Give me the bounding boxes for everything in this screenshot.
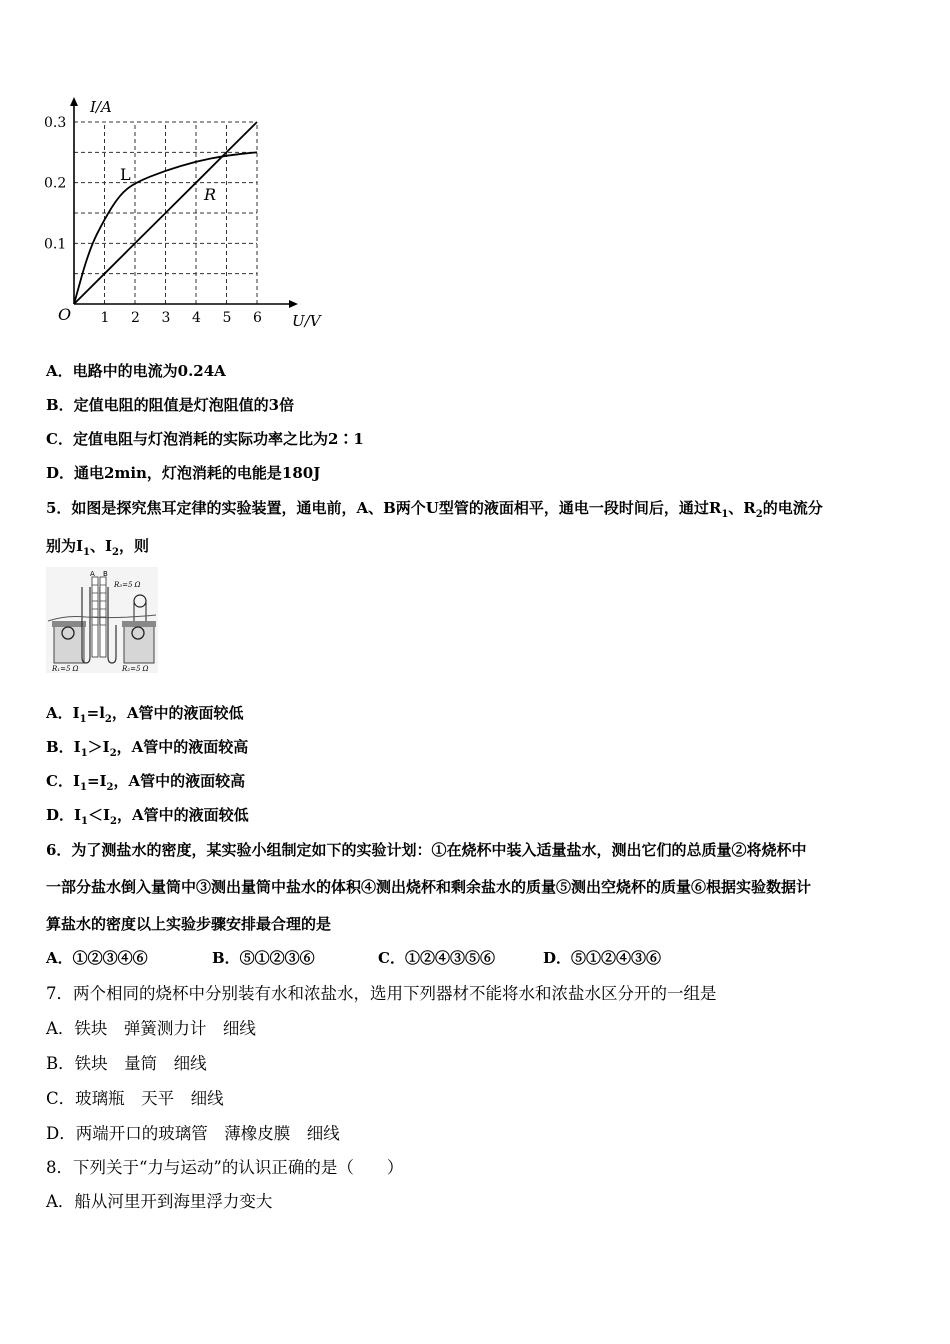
origin-label: O [58, 305, 72, 324]
q6-stem-line3: 算盐水的密度以上实验步骤安排最合理的是 [46, 915, 332, 933]
q7-stem: 7．两个相同的烧杯中分别装有水和浓盐水，选用下列器材不能将水和浓盐水区分开的一组是 [46, 984, 717, 1003]
q6-option-a: A．①②③④⑥ [46, 949, 148, 967]
x-axis-arrow [289, 300, 298, 308]
y-axis-arrow [70, 97, 78, 106]
joule-apparatus-figure [46, 567, 158, 673]
q8-option-a: A．船从河里开到海里浮力变大 [46, 1192, 273, 1211]
label-r1: R₁=5 Ω [52, 665, 79, 673]
q6-option-d: D．⑤①②④③⑥ [543, 949, 662, 967]
curve-r-label: R [204, 185, 217, 204]
x-tick-label: 2 [131, 310, 140, 326]
q7-option-d: D．两端开口的玻璃管 薄橡皮膜 细线 [46, 1124, 340, 1143]
x-tick-label: 4 [192, 310, 201, 326]
q6-option-c: C．①②④③⑤⑥ [378, 949, 495, 967]
q5-option-b: B．$I_1>I_2$，A管中的液面较高 [46, 738, 249, 759]
q5-stem-line1: 5．如图是探究焦耳定律的实验装置，通电前，A、B两个U型管的液面相平，通电一段时间后，通过$R_1$、$R_2$的电流分 [46, 499, 823, 520]
y-axis-label: I/A [90, 98, 112, 116]
iu-graph [40, 92, 340, 337]
q5-option-c: C．$I_1=I_2$，A管中的液面较高 [46, 772, 246, 793]
q6-option-b: B．⑤①②③⑥ [212, 949, 315, 967]
q5-stem-line2: 别为$I_1$、$I_2$，则 [46, 537, 150, 558]
q6-options [46, 948, 661, 968]
q6-stem-line2: 一部分盐水倒入量筒中③测出量筒中盐水的体积④测出烧杯和剩余盐水的质量⑤测出空烧杯的质量⑥根据实验数据计 [46, 878, 812, 896]
q7-option-b: B．铁块 量筒 细线 [46, 1054, 207, 1073]
right-container [124, 625, 154, 663]
label-r2: R₂=5 Ω [122, 665, 149, 673]
q6-stem-line1: 6．为了测盐水的密度，某实验小组制定如下的实验计划：①在烧杯中装入适量盐水，测出它们的总质量②将烧杯中 [46, 841, 807, 859]
label-a: A [90, 570, 95, 578]
q4-option-c: C．定值电阻与灯泡消耗的实际功率之比为2∶1 [46, 430, 364, 448]
y-tick-label: 0.1 [44, 236, 67, 253]
q7-option-a: A．铁块 弹簧测力计 细线 [46, 1019, 256, 1038]
q4-option-d: D．通电2min，灯泡消耗的电能是180J [46, 464, 321, 482]
q7-option-c: C．玻璃瓶 天平 细线 [46, 1089, 224, 1108]
q4-option-b: B．定值电阻的阻值是灯泡阻值的3倍 [46, 396, 295, 414]
x-tick-label: 1 [100, 310, 110, 326]
x-tick-label: 5 [222, 310, 232, 326]
q4-option-a: A．电路中的电流为0.24A [46, 362, 226, 380]
x-tick-label: 6 [253, 310, 262, 326]
x-tick-label: 3 [161, 310, 171, 326]
label-r3: R₃=5 Ω [114, 581, 141, 589]
label-b: B [103, 570, 108, 578]
left-container [54, 625, 84, 663]
curve-l-label: L [120, 165, 131, 184]
y-tick-label: 0.3 [44, 115, 67, 131]
q8-stem: 8．下列关于“力与运动”的认识正确的是（ ） [46, 1158, 404, 1177]
y-tick-label: 0.2 [44, 175, 67, 192]
x-axis-label: U/V [292, 312, 321, 330]
q5-option-d: D．$I_1<I_2$，A管中的液面较低 [46, 806, 249, 827]
q5-option-a: A．$I_1=l_2$，A管中的液面较低 [46, 704, 244, 725]
